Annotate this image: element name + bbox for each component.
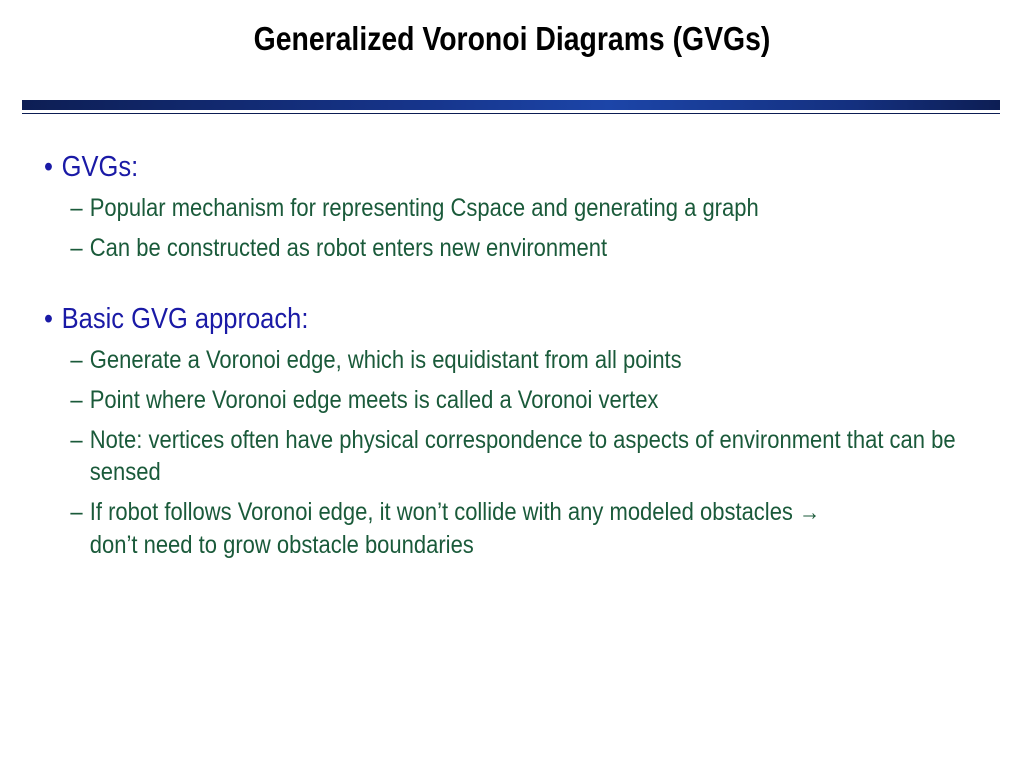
sub-bullet xyxy=(44,496,1023,561)
sub-bullet-text: Popular mechanism for representing Cspace and generating a graph xyxy=(89,194,759,222)
dash: – xyxy=(70,386,83,414)
dash: – xyxy=(70,234,83,262)
sub-bullet-text: Point where Voronoi edge meets is called a Voronoi vertex xyxy=(89,386,659,414)
bullet-text: Basic GVG approach: xyxy=(61,303,309,335)
sub-bullet-text: Note: vertices often have physical correspondence to aspects of environment that can be sensed xyxy=(89,426,956,486)
slide-title: Generalized Voronoi Diagrams (GVGs) xyxy=(253,20,771,57)
bullet-dot: • xyxy=(44,151,53,183)
sub-bullet xyxy=(44,344,1023,376)
sub-bullet-text-continuation: don’t need to grow obstacle boundaries xyxy=(89,531,474,559)
title-underline-thin xyxy=(22,113,1000,114)
sub-bullet xyxy=(44,192,1023,224)
sub-bullet-text: Generate a Voronoi edge, which is equidistant from all points xyxy=(89,346,682,374)
title-underline-thick xyxy=(22,100,1000,110)
sub-bullet-text: If robot follows Voronoi edge, it won’t collide with any modeled obstacles xyxy=(89,498,793,526)
sub-bullet xyxy=(44,424,1023,488)
right-arrow-icon: → xyxy=(799,499,821,526)
bullet-text: GVGs: xyxy=(61,151,139,183)
dash: – xyxy=(70,346,83,374)
dash: – xyxy=(70,194,83,222)
slide-body xyxy=(44,150,1004,561)
sub-bullet-text: Can be constructed as robot enters new environment xyxy=(89,234,608,262)
bullet-dot: • xyxy=(44,303,53,335)
dash: – xyxy=(70,498,83,526)
bullet-gvgs xyxy=(44,150,889,184)
bullet-basic-gvg-approach xyxy=(44,302,889,336)
dash: – xyxy=(70,426,83,454)
sub-bullet xyxy=(44,384,1023,416)
sub-bullet xyxy=(44,232,1023,264)
